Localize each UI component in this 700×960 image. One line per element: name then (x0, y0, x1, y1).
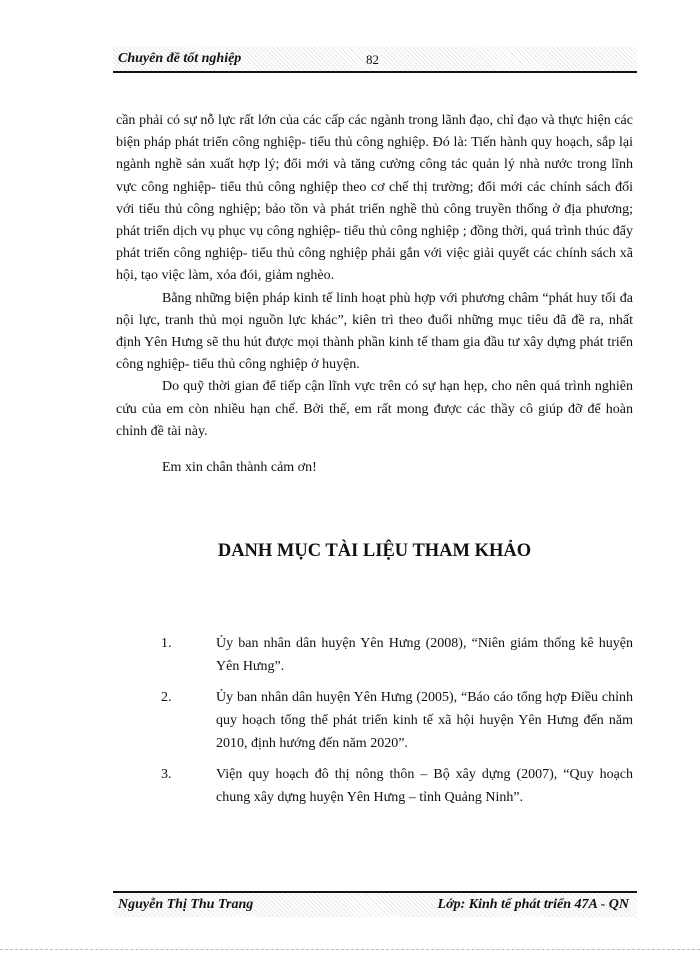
reference-number: 1. (161, 636, 172, 651)
reference-item (116, 686, 633, 755)
reference-text: Ủy ban nhân dân huyện Yên Hưng (2008), “Niên giám thống kê huyện Yên Hưng”. (216, 636, 633, 674)
page-footer (113, 891, 637, 917)
page-header (113, 47, 637, 73)
reference-text: Viện quy hoạch đô thị nông thôn – Bộ xây dựng (2007), “Quy hoạch chung xây dựng huyện Yên Hưng – tỉnh Quảng Ninh”. (216, 767, 633, 805)
body-text (116, 110, 633, 479)
thanks-line: Em xin chân thành cảm ơn! (162, 460, 317, 476)
paragraph-2: Bằng những biện pháp kinh tế linh hoạt phù hợp với phương châm “phát huy tối đa nội lực, tranh thủ mọi nguồn lực khác”, kiên trì theo đuổi những mục tiêu đã đề ra, nhất định Yên Hưng sẽ thu hút được mọi thành phần kinh tế tham gia đầu tư xây dựng phát triển công nghiệp- tiểu thủ công nghiệp ở huyện. (116, 290, 633, 373)
paragraph-3: Do quỹ thời gian để tiếp cận lĩnh vực trên có sự hạn hẹp, cho nên quá trình nghiên cứu của em còn nhiều hạn chế. Bởi thế, em rất mong được các thầy cô giúp đỡ để hoàn chỉnh đề tài này. (116, 379, 633, 439)
reference-item (116, 632, 633, 678)
page-break-rule (0, 949, 700, 950)
footer-author: Nguyễn Thị Thu Trang (118, 897, 254, 912)
reference-number: 3. (161, 767, 172, 782)
paragraph-1: cần phải có sự nỗ lực rất lớn của các cấp các ngành trong lãnh đạo, chỉ đạo và thực hiện các biện pháp phát triển công nghiệp- tiểu thủ công nghiệp. Đó là: Tiến hành quy hoạch, sắp lại ngành nghề sản xuất hợp lý; đổi mới và tăng cường công tác quản lý nhà nước trong lĩnh vực công nghiệp- tiểu thủ công nghiệp theo cơ chế thị trường; đổi mới các chính sách đối với tiểu thủ công nghiệp; bảo tồn và phát triển nghề thủ công truyền thống ở địa phương; phát triển dịch vụ phục vụ công nghiệp- tiểu thủ công nghiệp ; đồng thời, quá trình thúc đẩy phát triển công nghiệp- tiểu thủ công nghiệp phải gắn với việc giải quyết các chính sách xã hội, tạo việc làm, xóa đói, giảm nghèo. (116, 113, 633, 284)
reference-item (116, 763, 633, 809)
footer-class: Lớp: Kinh tế phát triển 47A - QN (437, 897, 629, 912)
references-heading: DANH MỤC TÀI LIỆU THAM KHẢO (217, 541, 532, 561)
header-title: Chuyên đề tốt nghiệp (118, 51, 242, 66)
page-number: 82 (366, 52, 379, 67)
reference-text: Ủy ban nhân dân huyện Yên Hưng (2005), “Báo cáo tổng hợp Điều chỉnh quy hoạch tổng thể phát triển kinh tế xã hội huyện Yên Hưng đến năm 2010, định hướng đến năm 2020”. (216, 690, 633, 751)
reference-number: 2. (161, 690, 172, 705)
reference-list (116, 632, 633, 817)
